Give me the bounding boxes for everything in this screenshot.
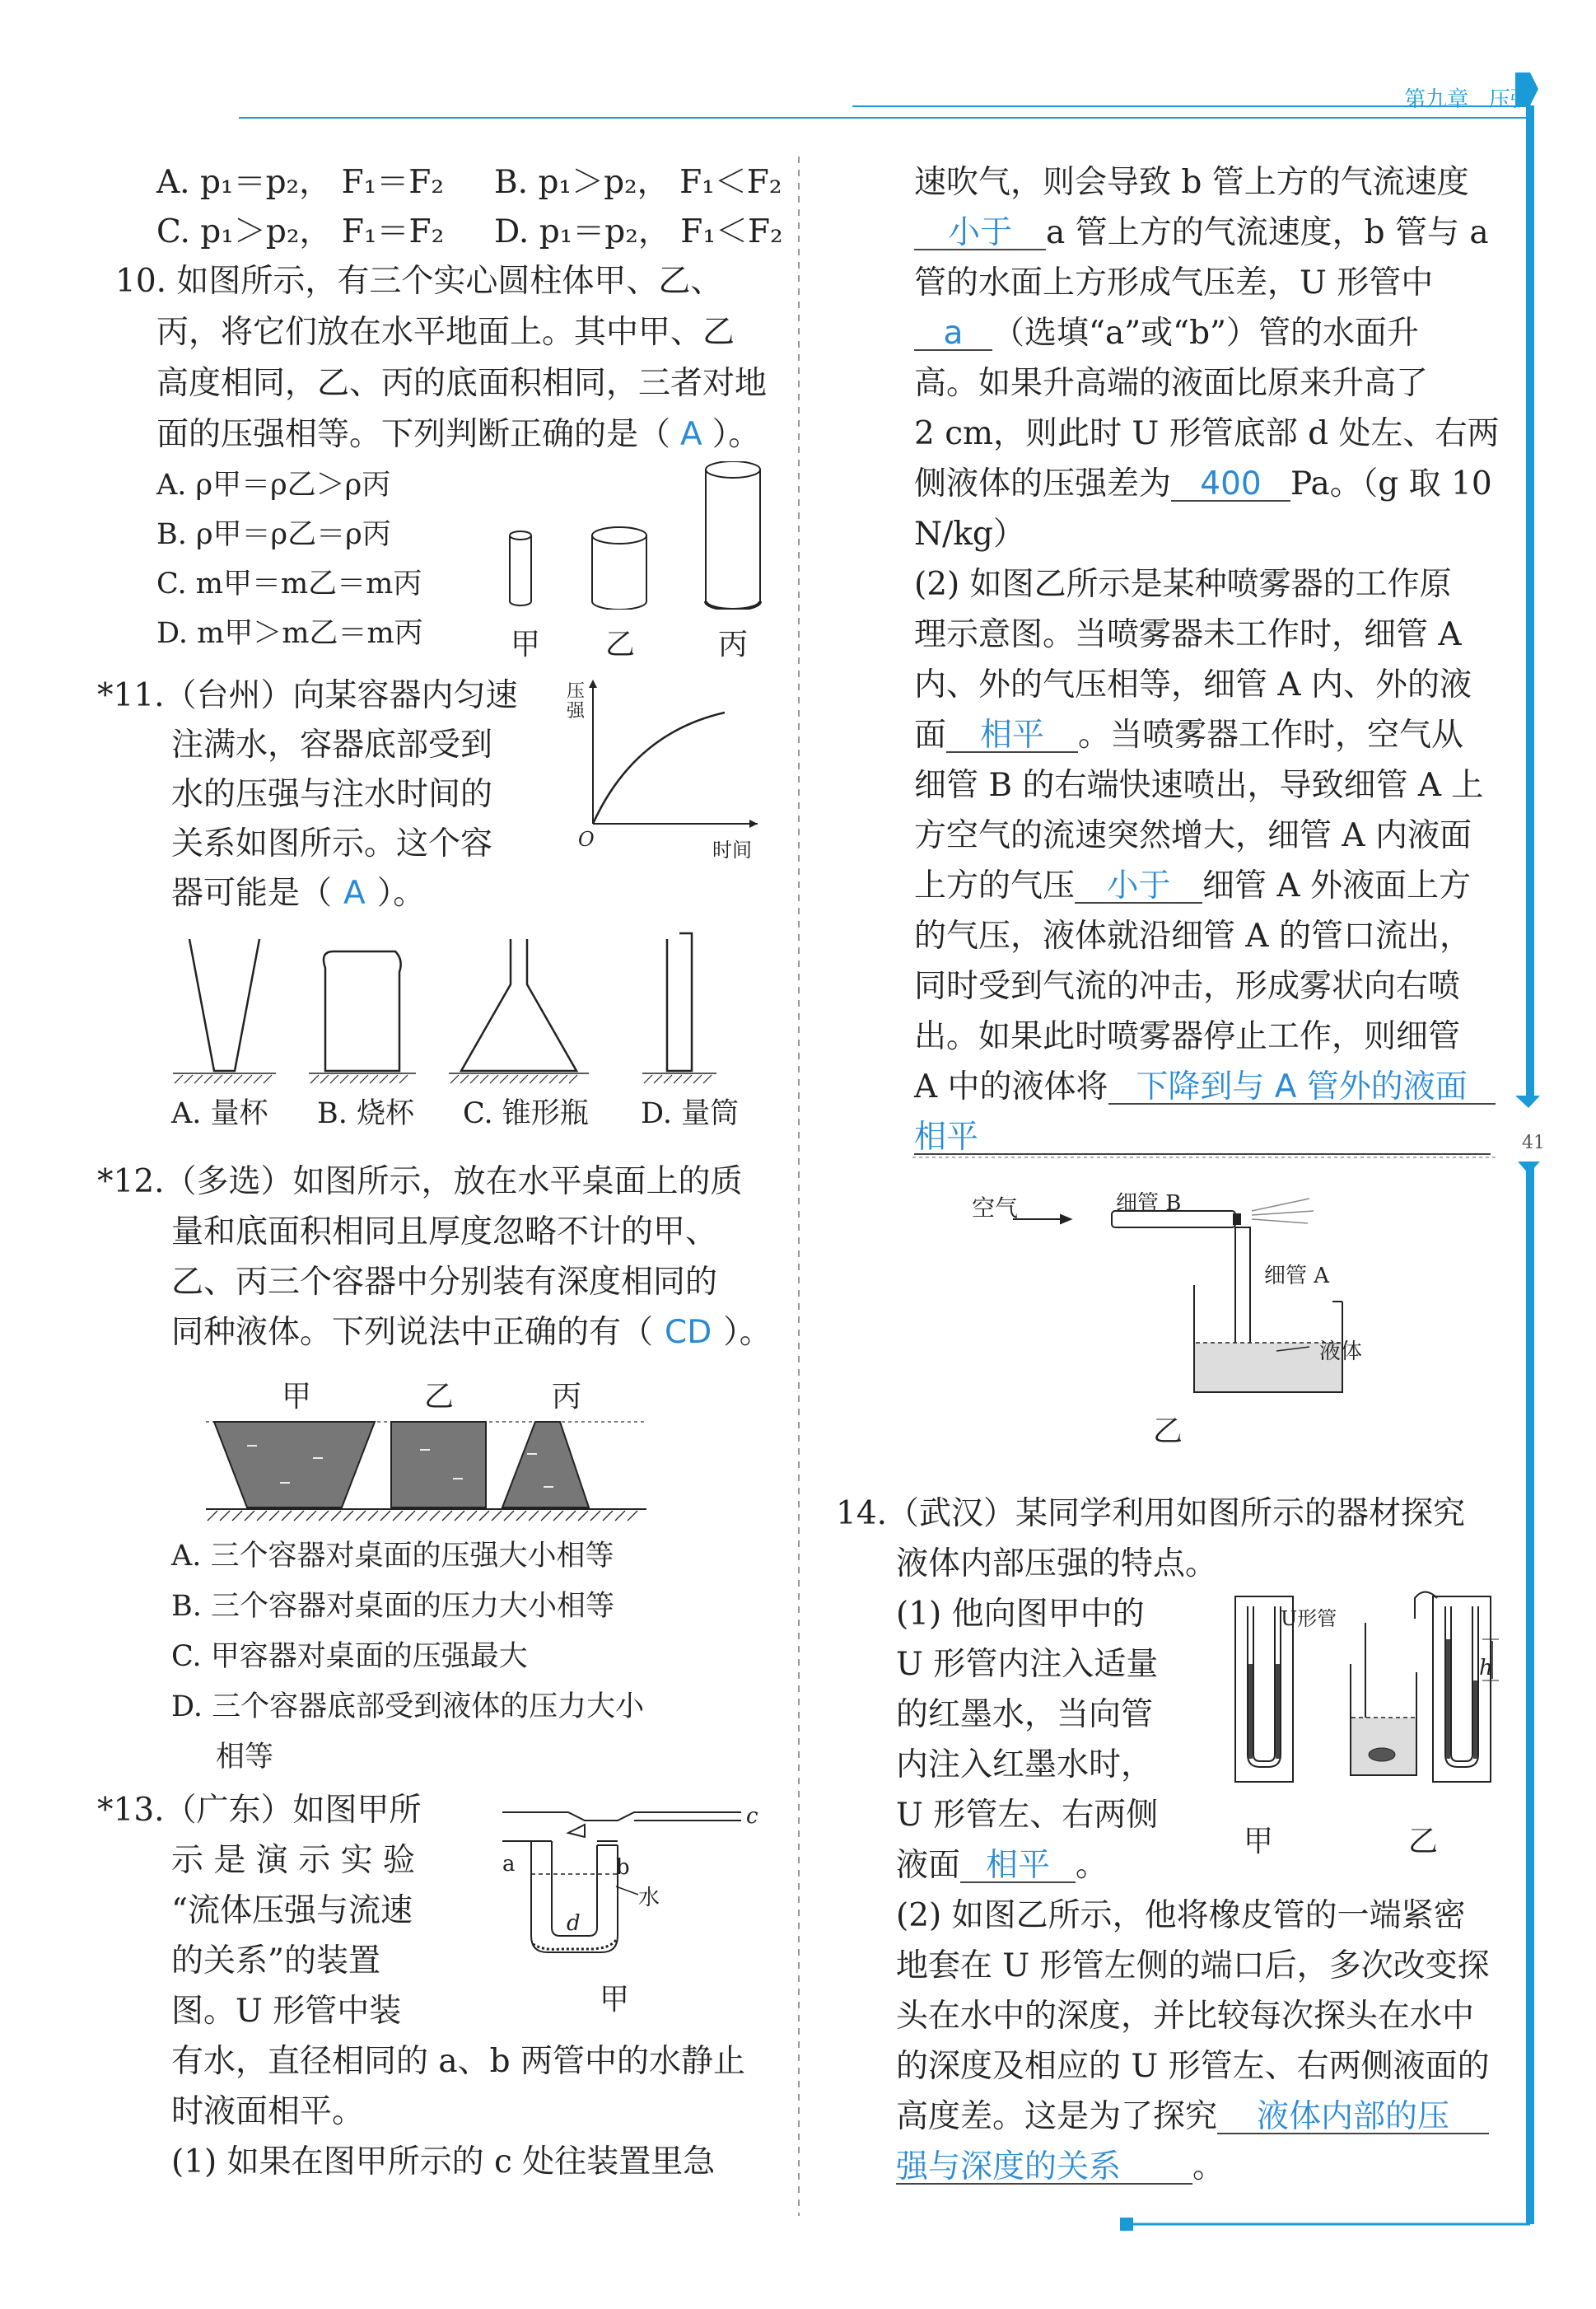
q11-line: 器可能是（ A ）。 (171, 875, 426, 912)
q13-answer-6-cont: 相平 (914, 1121, 1491, 1155)
sprayer-liquid-label: 液体 (1319, 1339, 1363, 1364)
q11-option-c: C. 锥形瓶 (463, 1097, 589, 1130)
q14-line: 液体内部压强的特点。 (896, 1545, 1218, 1582)
q11-graph-ylabel: 压强 (567, 681, 586, 722)
q14-p1-line: (1) 他向图甲中的 (896, 1596, 1145, 1633)
q12-line: *12.（多选）如图所示，放在水平桌面上的质 (97, 1163, 743, 1200)
q14-p1-line: 的红墨水，当向管 (896, 1696, 1154, 1733)
q13-p2-line: 出。如果此时喷雾器停止工作，则细管 (914, 1018, 1461, 1055)
q12-option-d-cont: 相等 (216, 1741, 274, 1774)
q13-p2-line: 细管 B 的右端快速喷出，导致细管 A 上 (914, 767, 1484, 804)
sprayer-fig-caption: 乙 (1153, 1414, 1183, 1448)
topic-label: 压强 (1488, 87, 1532, 112)
chapter-header (1404, 82, 1532, 113)
q14-p1-line: 内注入红墨水时， (896, 1746, 1154, 1783)
q13-cont-line: 2 cm，则此时 U 形管底部 d 处左、右两 (914, 415, 1500, 452)
q13-cont-line: a （选填“a”或“b”）管的水面升 (914, 317, 1419, 351)
q13-answer-6: 下降到与 A 管外的液面 (1108, 1071, 1496, 1105)
q12-label-jia: 甲 (282, 1380, 312, 1414)
q12-line: 乙、丙三个容器中分别装有深度相同的 (171, 1264, 718, 1301)
q13-p2-line: 上方的气压 小于 细管 A 外液面上方 (914, 867, 1471, 904)
q13-p2-line: 面 相平 。当喷雾器工作时，空气从 (914, 717, 1464, 754)
q14-answer-2-cont: 强与深度的关系 (896, 2151, 1192, 2185)
q10-line: 丙，将它们放在水平地面上。其中甲、乙 (156, 314, 735, 351)
q13-p2-line: 的气压，液体就沿细管 A 的管口流出， (914, 918, 1472, 955)
q10-option-d: D. m甲＞m乙＝m丙 (156, 617, 423, 650)
q14-p1-line: U 形管左、右两侧 (896, 1797, 1159, 1834)
q13-answer-4: 相平 (946, 719, 1078, 753)
q13-p2-line (914, 1121, 1491, 1155)
q14-utube-label: U形管 (1281, 1607, 1337, 1630)
q13-cont-line: N/kg） (914, 516, 1025, 553)
q13-cont-line: 小于 a 管上方的气流速度，b 管与 a (914, 217, 1489, 250)
sprayer-tube-a-label: 细管 A (1264, 1264, 1330, 1288)
q11-option-b: B. 烧杯 (317, 1097, 414, 1130)
q13-p2-line: 理示意图。当喷雾器未工作时，细管 A (914, 616, 1462, 653)
q14-p2-line: 高度差。这是为了探究 液体内部的压 (896, 2101, 1489, 2134)
q14-p1-line: U 形管内注入适量 (896, 1646, 1159, 1683)
q10-option-b: B. ρ甲＝ρ乙＝ρ丙 (156, 518, 391, 551)
q13-p2-line: 同时受到气流的冲击，形成雾状向右喷 (914, 968, 1461, 1005)
q14-p2-line: 的深度及相应的 U 形管左、右两侧液面的 (896, 2048, 1490, 2085)
q10-option-c: C. m甲＝m乙＝m丙 (156, 568, 422, 601)
q14-p1-line: 液面 相平 。 (896, 1847, 1108, 1884)
q12-option-b: B. 三个容器对桌面的压力大小相等 (171, 1590, 614, 1623)
q10-cylinders-figure (494, 461, 774, 610)
q13-line: 时液面相平。 (171, 2093, 365, 2130)
q13-answer-1: 小于 (914, 217, 1046, 250)
q11-option-d: D. 量筒 (641, 1097, 740, 1130)
q14-utube-figure (1227, 1590, 1507, 1796)
q11-line: 水的压强与注水时间的 (171, 776, 493, 813)
q11-graph-xlabel: 时间 (712, 839, 752, 862)
q13-line: “流体压强与流速 (171, 1892, 413, 1929)
q10-option-a: A. ρ甲＝ρ乙＞ρ丙 (156, 469, 391, 502)
q13-line: (1) 如果在图甲所示的 c 处往装置里急 (171, 2143, 716, 2180)
q12-option-a: A. 三个容器对桌面的压强大小相等 (171, 1540, 614, 1573)
q10-line: 面的压强相等。下列判断正确的是（ A ）。 (156, 416, 761, 453)
q10-answer: A (680, 416, 702, 453)
q12-label-bing: 丙 (552, 1380, 582, 1414)
q13-label-d: d (567, 1911, 581, 1936)
q12-answer: CD (665, 1314, 712, 1351)
q13-cont-line: 管的水面上方形成气压差，U 形管中 (914, 264, 1434, 301)
q11-containers-figure (165, 927, 758, 1091)
q10-label-bing: 丙 (718, 628, 749, 661)
q13-cont-line: 速吹气，则会导致 b 管上方的气流速度 (914, 164, 1469, 201)
q11-line: *11.（台州）向某容器内匀速 (97, 677, 518, 714)
q13-answer-5: 小于 (1075, 870, 1202, 904)
sprayer-tube-b-label: 细管 B (1116, 1191, 1182, 1216)
q14-answer-2: 液体内部的压 (1217, 2101, 1489, 2134)
q12-line: 量和底面积相同且厚度忽略不计的甲、 (171, 1213, 718, 1250)
q13-label-c: c (746, 1804, 758, 1829)
q14-line: 14.（武汉）某同学利用如图所示的器材探究 (836, 1495, 1466, 1532)
q13-cont-line: 高。如果升高端的液面比原来升高了 (914, 365, 1429, 402)
q11-line: 关系如图所示。这个容 (171, 825, 493, 862)
q11-graph-origin: O (578, 828, 595, 851)
q14-answer-1: 相平 (960, 1849, 1076, 1883)
q14-caption-jia: 甲 (1244, 1825, 1274, 1858)
q13-answer-2: a (914, 317, 992, 351)
option-a: A. p₁＝p₂， F₁＝F₂ (156, 164, 444, 201)
q14-caption-yi: 乙 (1408, 1825, 1439, 1858)
option-d: D. p₁＝p₂， F₁＜F₂ (494, 213, 783, 250)
q12-label-yi: 乙 (424, 1380, 455, 1414)
q13-p2-line: 方空气的流速突然增大，细管 A 内液面 (914, 817, 1472, 854)
option-b: B. p₁＞p₂， F₁＜F₂ (494, 164, 782, 201)
chapter-label: 第九章 (1404, 87, 1469, 112)
q13-line: 的关系”的装置 (171, 1942, 380, 1979)
q13-label-b: b (616, 1855, 630, 1880)
q14-p2-line: 地套在 U 形管左侧的端口后，多次改变探 (896, 1947, 1490, 1984)
q13-line: 示 是 演 示 实 验 (171, 1842, 415, 1879)
q12-option-d: D. 三个容器底部受到液体的压力大小 (171, 1690, 645, 1723)
q13-label-water: 水 (638, 1886, 660, 1910)
q13-line: 图。U 形管中装 (171, 1993, 402, 2030)
q13-fig-caption: 甲 (600, 1983, 630, 2017)
q14-h-label: h (1479, 1656, 1493, 1680)
sprayer-air-label: 空气 (972, 1194, 1019, 1222)
q13-p2-line: A 中的液体将 下降到与 A 管外的液面 (914, 1071, 1496, 1105)
q13-p2-line: 内、外的气压相等，细管 A 内、外的液 (914, 666, 1472, 703)
q10-line: 10. 如图所示，有三个实心圆柱体甲、乙、 (115, 263, 723, 300)
page-number: 41 (1522, 1133, 1545, 1153)
q12-containers-figure (198, 1409, 659, 1532)
q10-label-yi: 乙 (605, 628, 636, 661)
q13-line: 有水，直径相同的 a、b 两管中的水静止 (171, 2043, 746, 2080)
q14-p2-line: 强与深度的关系 。 (896, 2148, 1225, 2185)
option-c: C. p₁＞p₂， F₁＝F₂ (156, 213, 445, 250)
q13-venturi-figure (494, 1796, 766, 1985)
q13-answer-3: 400 (1171, 468, 1290, 502)
q14-p2-line: (2) 如图乙所示，他将橡皮管的一端紧密 (896, 1897, 1466, 1934)
q10-line: 高度相同，乙、丙的底面积相同，三者对地 (156, 365, 768, 402)
q12-line: 同种液体。下列说法中正确的有（ CD ）。 (171, 1314, 772, 1351)
q13-label-a: a (502, 1852, 516, 1877)
q13-sprayer-figure (964, 1178, 1359, 1442)
q13-p2-line: (2) 如图乙所示是某种喷雾器的工作原 (914, 566, 1452, 603)
q11-option-a: A. 量杯 (171, 1097, 268, 1130)
q14-p2-line: 头在水中的深度，并比较每次探头在水中 (896, 1998, 1475, 2035)
q13-line: *13.（广东）如图甲所 (97, 1792, 422, 1829)
q10-label-jia: 甲 (511, 628, 541, 661)
q11-line: 注满水，容器底部受到 (171, 727, 493, 764)
q12-option-c: C. 甲容器对桌面的压强最大 (171, 1640, 528, 1673)
q13-cont-line: 侧液体的压强差为 400 Pa。（g 取 10 (914, 465, 1492, 502)
q11-answer: A (343, 875, 366, 912)
